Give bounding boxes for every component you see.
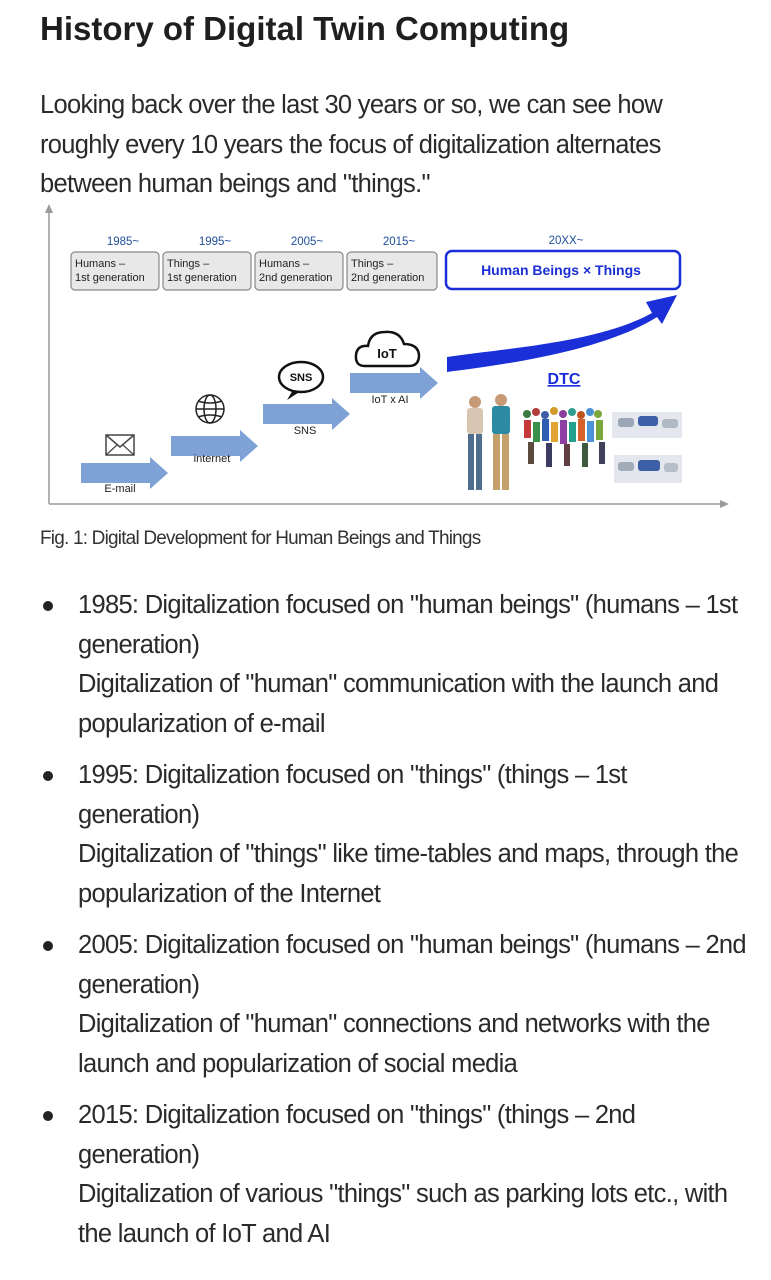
figure-caption: Fig. 1: Digital Development for Human Beings and Things xyxy=(40,528,481,549)
x-axis-arrowhead xyxy=(720,500,729,508)
globe-icon xyxy=(196,395,224,423)
year-label-2015: 2015~ xyxy=(382,236,416,248)
gen-box-2005-line2: 2nd generation xyxy=(259,272,333,284)
gen-box-1995-line2: 1st generation xyxy=(167,272,237,284)
gen-box-2015-line1: Things – xyxy=(351,258,394,270)
y-axis-arrowhead xyxy=(45,204,53,213)
list-item-detail: Digitalization of "human" connections and networks with the launch and popularization of social media xyxy=(78,1010,710,1078)
bullet-dot xyxy=(43,1111,53,1121)
list-item-detail: Digitalization of "human" communication with the launch and popularization of e-mail xyxy=(78,670,719,738)
bullet-dot xyxy=(43,941,53,951)
sns-badge-text: SNS xyxy=(289,372,313,384)
figure-diagram xyxy=(40,200,740,514)
year-label-1985: 1985~ xyxy=(106,236,140,248)
future-box-label: Human Beings × Things xyxy=(481,262,641,278)
step-label-iot: IoT x AI xyxy=(371,394,409,406)
history-list xyxy=(40,586,750,1266)
figure-digital-development xyxy=(40,200,740,514)
list-item-2005 xyxy=(40,926,750,1084)
step-label-email: E-mail xyxy=(104,483,136,495)
step-label-internet: internet xyxy=(193,453,231,465)
intro-paragraph: Looking back over the last 30 years or so, we can see how roughly every 10 years the focus of digitalization alternates between human beings and "things." xyxy=(40,91,663,198)
list-item-heading: 1985: Digitalization focused on "human beings" (humans – 1st generation) xyxy=(78,591,738,659)
speech-bubble-icon xyxy=(279,362,323,400)
list-item-heading: 1995: Digitalization focused on "things" (things – 1st generation) xyxy=(78,761,627,829)
year-label-1995: 1995~ xyxy=(198,236,232,248)
crowd-illustration xyxy=(521,407,605,467)
list-item-detail: Digitalization of "things" like time-tables and maps, through the popularization of the Internet xyxy=(78,840,739,908)
gen-box-1985-line2: 1st generation xyxy=(75,272,145,284)
list-item-1985 xyxy=(40,586,750,744)
cloud-icon xyxy=(356,332,419,366)
list-item-2015 xyxy=(40,1096,750,1254)
year-label-2005: 2005~ xyxy=(290,236,324,248)
dtc-label: DTC xyxy=(547,371,581,388)
people-illustration xyxy=(467,394,510,490)
list-item-detail: Digitalization of various "things" such as parking lots etc., with the launch of IoT and AI xyxy=(78,1180,728,1248)
list-item-heading: 2015: Digitalization focused on "things" (things – 2nd generation) xyxy=(78,1101,636,1169)
gen-box-1985-line1: Humans – xyxy=(75,258,126,270)
step-label-sns: SNS xyxy=(293,425,317,437)
gen-box-2005-line1: Humans – xyxy=(259,258,310,270)
article-title: History of Digital Twin Computing xyxy=(40,10,570,47)
list-item-heading: 2005: Digitalization focused on "human beings" (humans – 2nd generation) xyxy=(78,931,746,999)
bullet-dot xyxy=(43,601,53,611)
gen-box-2015-line2: 2nd generation xyxy=(351,272,425,284)
gen-box-1995-line1: Things – xyxy=(167,258,210,270)
envelope-icon xyxy=(106,435,134,455)
list-item-1995 xyxy=(40,756,750,914)
big-curved-arrow xyxy=(447,295,677,372)
bullet-dot xyxy=(43,771,53,781)
parking-cars-illustration xyxy=(612,412,682,483)
year-label-20xx: 20XX~ xyxy=(548,235,584,247)
iot-badge-text: IoT xyxy=(377,346,397,361)
